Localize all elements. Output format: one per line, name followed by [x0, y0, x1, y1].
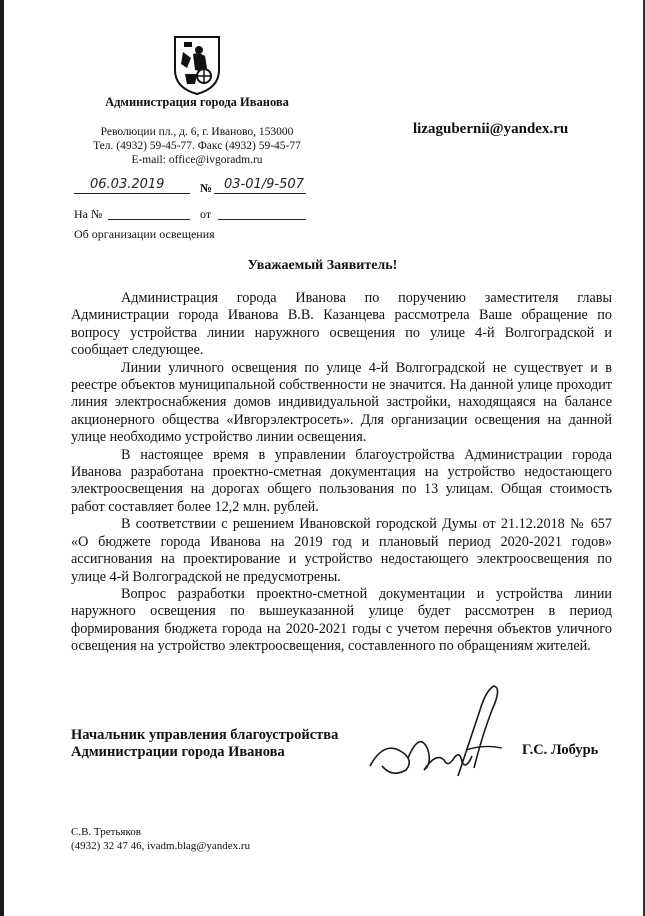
from-underline: [218, 219, 306, 220]
executor-contact: (4932) 32 47 46, ivadm.blag@yandex.ru: [71, 840, 251, 852]
executor-name: С.В. Третьяков: [71, 826, 141, 838]
paragraph: В соответствии с решением Ивановской городской Думы от 21.12.2018 № 657 «О бюджете города Иванова на 2019 год и плановый период 2020-2021 годов» ассигнования на проектирование и устройство недостающего электроосвещения по улице 4-й Волгоградской не предусмотрены.: [71, 516, 612, 585]
org-phone: Тел. (4932) 59-45-77. Факс (4932) 59-45-77: [93, 140, 301, 152]
date-underline: [74, 193, 190, 194]
signatory-name: Г.С. Лобурь: [522, 742, 599, 758]
paragraph: Администрация города Иванова по поручению заместителя главы Администрации города Иванова В.В. Казанцева рассмотрела Ваше обращение по вопросу устройства линии наружного освещения по улице 4-й Волгоградской и сообщает следующее.: [71, 290, 612, 359]
coat-of-arms-icon: [171, 34, 223, 96]
from-label: от: [200, 207, 212, 221]
handwritten-signature: [362, 680, 512, 790]
recipient-email: lizagubernii@yandex.ru: [413, 121, 569, 137]
paragraph: Вопрос разработки проектно-сметной документации и устройства линии наружного освещения по вышеуказанной улице будет рассмотрен в период формирования бюджета города на 2020-2021 годы с учетом перечня объектов уличного освещения на устройство электроосвещения, составленного по обращениям жителей.: [71, 585, 612, 655]
letter-body: [71, 290, 612, 656]
org-address: Революции пл., д. 6, г. Иваново, 153000: [100, 126, 294, 138]
signatory-org: Администрации города Иванова: [71, 744, 285, 760]
org-name: Администрация города Иванова: [105, 95, 289, 109]
greeting: Уважаемый Заявитель!: [247, 258, 398, 273]
number-sign: №: [200, 181, 213, 195]
scan-edge-left: [0, 0, 4, 916]
paragraph: Линии уличного освещения по улице 4-й Волгоградской не существует и в реестре объектов муниципальной собственности не значится. На данной улице проходит линия электроснабжения домов индивидуальной застройки, находящаяся на балансе акционерного общества «Ивгорэлектросеть». Для организации освещения на данной улице необходимо устройство линии освещения.: [71, 359, 612, 446]
paragraph: В настоящее время в управлении благоустройства Администрации города Иванова разработана проектно-сметная документация на устройство недостающего электроосвещения на дорогах общего пользования по 13 улицам. Общая стоимость работ составляет более 12,2 млн. рублей.: [71, 446, 612, 515]
ref-underline: [108, 219, 190, 220]
signatory-title: Начальник управления благоустройства: [71, 727, 339, 743]
outgoing-date: 06.03.2019: [90, 177, 165, 192]
org-email: E-mail: office@ivgoradm.ru: [131, 154, 263, 166]
outgoing-number: 03-01/9-507: [224, 177, 304, 192]
subject: Об организации освещения: [74, 227, 215, 241]
ref-label: На №: [74, 207, 103, 221]
number-underline: [214, 193, 306, 194]
